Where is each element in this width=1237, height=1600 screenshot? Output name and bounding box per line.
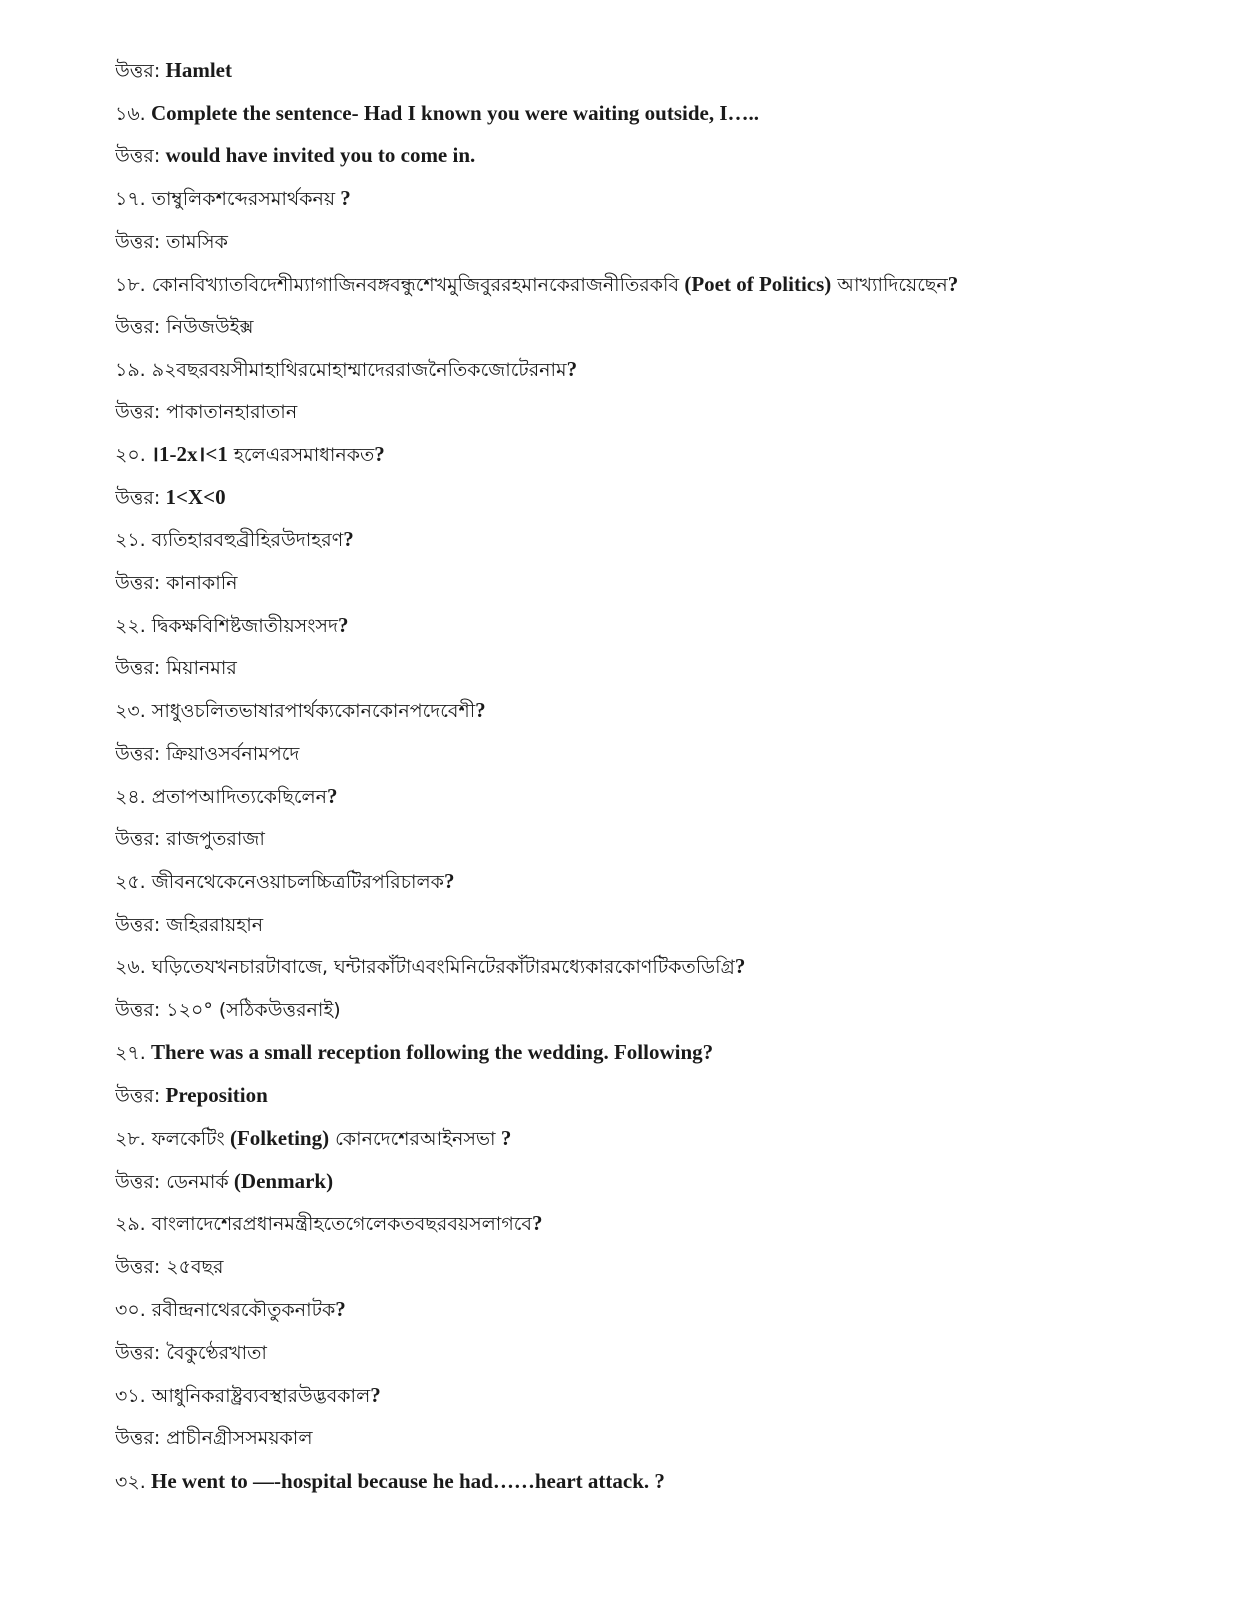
bangla-text: কোনদেশেরআইনসভা bbox=[329, 1128, 496, 1150]
question-line bbox=[115, 693, 1197, 727]
bangla-text: উত্তর: ক্রিয়াওসর্বনামপদে bbox=[115, 743, 300, 765]
question-line bbox=[115, 352, 1197, 386]
english-text: Complete the sentence- Had I known you were waiting outside, I….. bbox=[145, 101, 760, 125]
english-text: ? bbox=[343, 527, 354, 551]
question-line bbox=[115, 1035, 1197, 1069]
question-line bbox=[115, 96, 1197, 130]
answer-line bbox=[115, 394, 1197, 428]
question-line bbox=[115, 1292, 1197, 1326]
english-text: (Denmark) bbox=[228, 1169, 334, 1193]
english-text: ? bbox=[335, 1297, 346, 1321]
answer-line bbox=[115, 480, 1197, 514]
bangla-text: ২৪. প্রতাপআদিত্যকেছিলেন bbox=[115, 786, 327, 808]
question-line bbox=[115, 608, 1197, 642]
answer-line bbox=[115, 907, 1197, 941]
bangla-text: উত্তর: প্রাচীনগ্রীসসময়কাল bbox=[115, 1427, 313, 1449]
bangla-text: ৩২. bbox=[115, 1471, 146, 1493]
answer-line bbox=[115, 1335, 1197, 1369]
answer-line bbox=[115, 53, 1197, 87]
bangla-text: ১৬. bbox=[115, 103, 146, 125]
bangla-text: উত্তর: বৈকুণ্ঠেরখাতা bbox=[115, 1342, 267, 1364]
english-text: ? bbox=[335, 186, 351, 210]
english-text: There was a small reception following the wedding. Following? bbox=[145, 1040, 714, 1064]
bangla-text: উত্তর: জহিররায়হান bbox=[115, 914, 264, 936]
bangla-text: ১৭. তাম্বুলিকশব্দেরসমার্থকনয় bbox=[115, 188, 336, 210]
question-line bbox=[115, 522, 1197, 556]
bangla-text: ২৫. জীবনথেকেনেওয়াচলচ্চিত্রটিরপরিচালক bbox=[115, 871, 444, 893]
bangla-text: হলেএরসমাধানকত bbox=[227, 444, 375, 466]
english-text: ।1-2x।<1 bbox=[145, 442, 228, 466]
answer-line bbox=[115, 309, 1197, 343]
bangla-text: ২২. দ্বিকক্ষবিশিষ্টজাতীয়সংসদ bbox=[115, 615, 338, 637]
english-text: Preposition bbox=[160, 1083, 268, 1107]
question-line bbox=[115, 779, 1197, 813]
bangla-text: উত্তর: তামসিক bbox=[115, 231, 228, 253]
english-text: He went to —-hospital because he had……heart attack. ? bbox=[145, 1469, 665, 1493]
answer-line bbox=[115, 1249, 1197, 1283]
answer-line bbox=[115, 1420, 1197, 1454]
bangla-text: উত্তর: রাজপুতরাজা bbox=[115, 828, 265, 850]
question-line bbox=[115, 1464, 1197, 1498]
bangla-text: উত্তর: bbox=[115, 487, 161, 509]
bangla-text: ২৯. বাংলাদেশেরপ্রধানমন্ত্রীহতেগেলেকতবছরবয়সলাগবে bbox=[115, 1213, 532, 1235]
english-text: ? bbox=[326, 784, 338, 808]
question-line bbox=[115, 267, 1197, 301]
question-line bbox=[115, 1378, 1197, 1412]
english-text: ? bbox=[370, 1383, 381, 1407]
bangla-text: ১৮. কোনবিখ্যাতবিদেশীম্যাগাজিনবঙ্গবন্ধুশেখমুজিবুররহমানকেরাজনীতিরকবি bbox=[115, 274, 680, 296]
english-text: ? bbox=[374, 442, 385, 466]
answer-line bbox=[115, 224, 1197, 258]
answer-line bbox=[115, 1078, 1197, 1112]
bangla-text: ১৯. ৯২বছরবয়সীমাহাথিরমোহাম্মাদেররাজনৈতিকজোটেরনাম bbox=[115, 359, 567, 381]
bangla-text: উত্তর: ২৫বছর bbox=[115, 1256, 224, 1278]
question-line bbox=[115, 1206, 1197, 1240]
english-text: ? bbox=[443, 869, 455, 893]
question-line bbox=[115, 181, 1197, 215]
bangla-text: উত্তর: bbox=[115, 60, 161, 82]
question-line bbox=[115, 864, 1197, 898]
bangla-text: ২১. ব্যতিহারবহুব্রীহিরউদাহরণ bbox=[115, 529, 344, 551]
bangla-text: উত্তর: মিয়ানমার bbox=[115, 657, 237, 679]
english-text: would have invited you to come in. bbox=[160, 143, 476, 167]
english-text: ? bbox=[947, 272, 959, 296]
english-text: ? bbox=[566, 357, 578, 381]
answer-line bbox=[115, 650, 1197, 684]
bangla-text: উত্তর: ডেনমার্ক bbox=[115, 1171, 229, 1193]
answer-line bbox=[115, 565, 1197, 599]
question-line bbox=[115, 437, 1197, 471]
english-text: (Folketing) bbox=[224, 1126, 330, 1150]
english-text: ? bbox=[337, 613, 349, 637]
english-text: ? bbox=[734, 954, 746, 978]
question-line bbox=[115, 1121, 1197, 1155]
bangla-text: আখ্যাদিয়েছেন bbox=[831, 274, 948, 296]
english-text: 1<X<0 bbox=[160, 485, 226, 509]
bangla-text: ২৭. bbox=[115, 1042, 146, 1064]
answer-line bbox=[115, 1164, 1197, 1198]
english-text: ? bbox=[495, 1126, 512, 1150]
bangla-text: ৩০. রবীন্দ্রনাথেরকৌতুকনাটক bbox=[115, 1299, 336, 1321]
bangla-text: উত্তর: bbox=[115, 1085, 161, 1107]
answer-line bbox=[115, 138, 1197, 172]
english-text: ? bbox=[531, 1211, 543, 1235]
bangla-text: উত্তর: কানাকানি bbox=[115, 572, 238, 594]
bangla-text: ২০. bbox=[115, 444, 146, 466]
bangla-text: ২৩. সাধুওচলিতভাষারপার্থক্যকোনকোনপদেবেশী bbox=[115, 700, 476, 722]
bangla-text: ৩১. আধুনিকরাষ্ট্রব্যবস্থারউদ্ভবকাল bbox=[115, 1385, 371, 1407]
english-text: (Poet of Politics) bbox=[679, 272, 832, 296]
answer-line bbox=[115, 821, 1197, 855]
bangla-text: উত্তর: ১২০° (সঠিকউত্তরনাই) bbox=[115, 999, 341, 1021]
bangla-text: উত্তর: নিউজউইক্স bbox=[115, 316, 254, 338]
question-line bbox=[115, 949, 1197, 983]
answer-line bbox=[115, 736, 1197, 770]
bangla-text: ২৮. ফলকেটিং bbox=[115, 1128, 225, 1150]
english-text: Hamlet bbox=[160, 58, 232, 82]
bangla-text: ২৬. ঘড়িতেযখনচারটাবাজে, ঘন্টারকাঁটাএবংমিনিটেরকাঁটারমধ্যেকারকোণটিকতডিগ্রি bbox=[115, 956, 735, 978]
bangla-text: উত্তর: পাকাতানহারাতান bbox=[115, 401, 298, 423]
bangla-text: উত্তর: bbox=[115, 145, 161, 167]
answer-line bbox=[115, 992, 1197, 1026]
english-text: ? bbox=[475, 698, 486, 722]
